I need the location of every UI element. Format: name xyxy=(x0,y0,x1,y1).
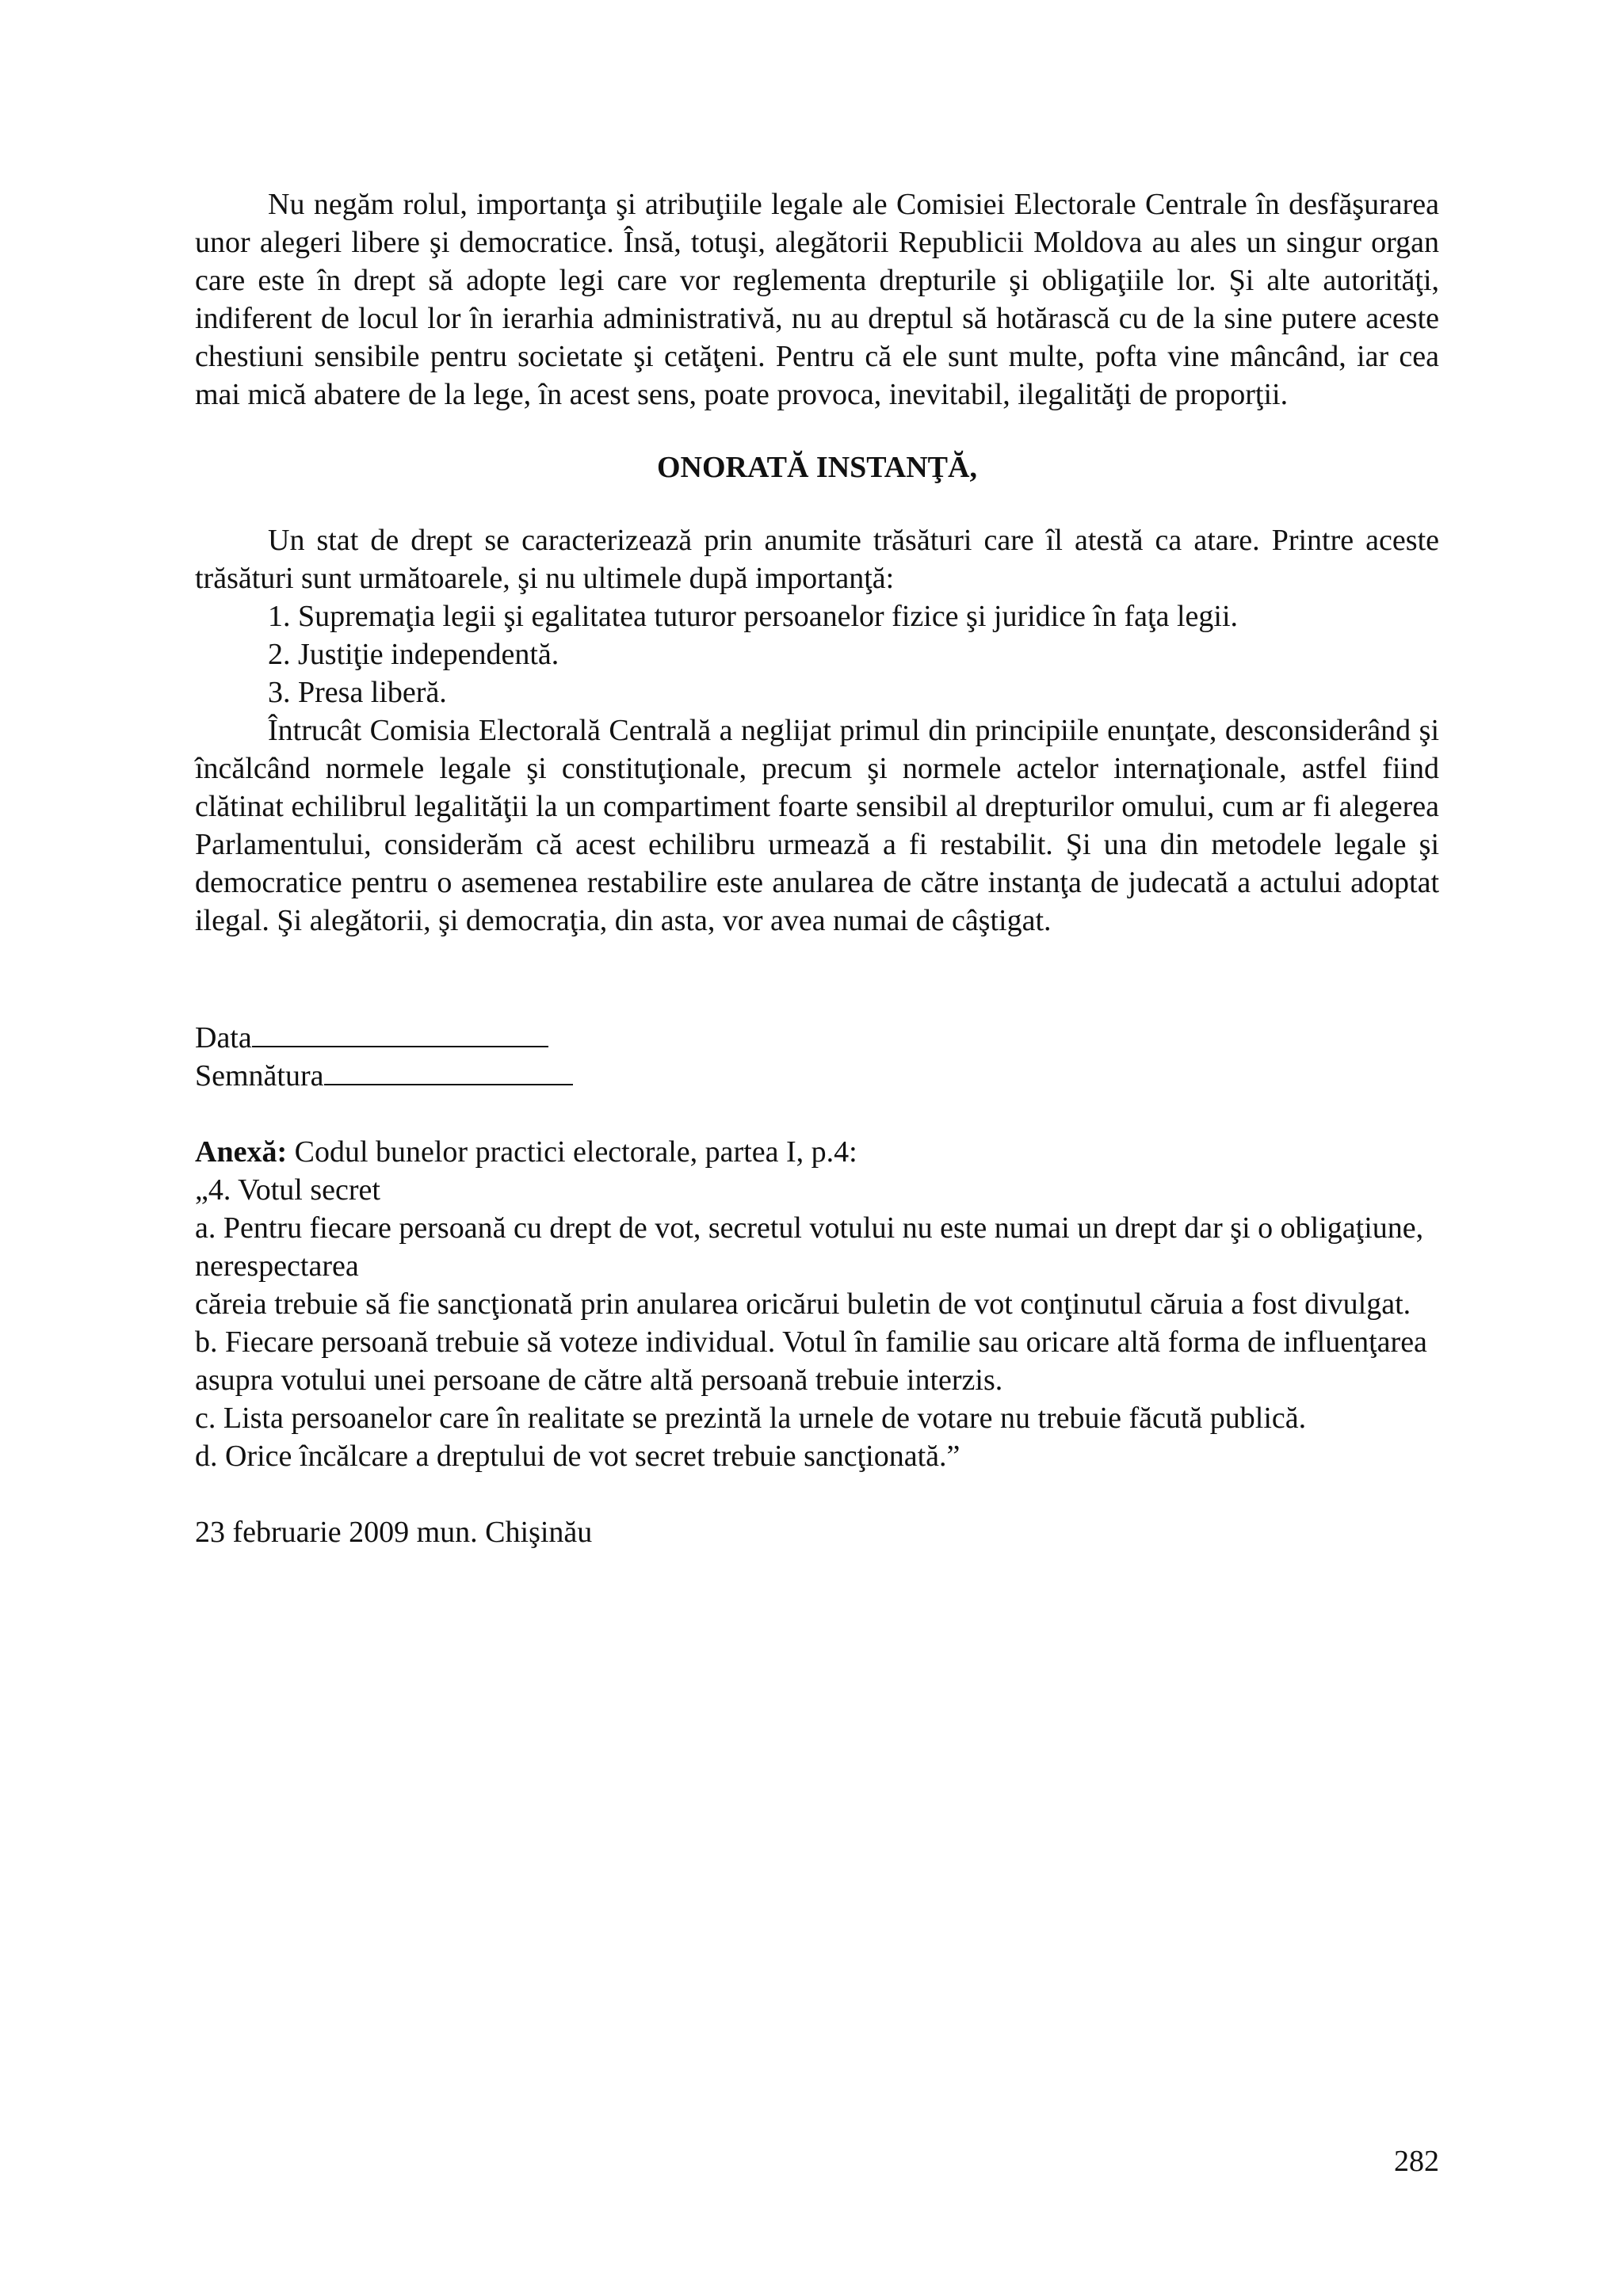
annex-title-line xyxy=(195,1133,1439,1171)
annex-line: c. Lista persoanelor care în realitate se prezintă la urnele de votare nu trebuie făcută publică. xyxy=(195,1402,1307,1435)
page-number: 282 xyxy=(1394,2145,1439,2178)
annex-line: d. Orice încălcare a dreptului de vot secret trebuie sancţionată.” xyxy=(195,1440,960,1473)
signature-block xyxy=(195,1019,1439,1095)
annex-line: b. Fiecare persoană trebuie să voteze individual. Votul în familie sau oricare altă forma de influenţarea asupra votului unei persoane de către altă persoană trebuie interzis. xyxy=(195,1325,1427,1397)
annex-title: Codul bunelor practici electorale, partea I, p.4: xyxy=(287,1135,857,1169)
principle-item: 3. Presa liberă. xyxy=(268,676,447,709)
signature-label: Semnătura xyxy=(195,1059,324,1093)
annex-line: „4. Votul secret xyxy=(195,1173,380,1207)
section-heading: ONORATĂ INSTANŢĂ, xyxy=(657,451,977,484)
principle-item: 2. Justiţie independentă. xyxy=(268,638,559,671)
state-paragraph: Un stat de drept se caracterizează prin anumite trăsături care îl atestă ca atare. Printre aceste trăsături sunt următoarele, şi nu ultimele după importanţă: xyxy=(195,524,1439,595)
annex-section xyxy=(195,1133,1439,1475)
date-place: 23 februarie 2009 mun. Chişinău xyxy=(195,1516,593,1549)
annex-label: Anexă: xyxy=(195,1135,288,1169)
conclusion-paragraph: Întrucât Comisia Electorală Centrală a neglijat primul din principiile enunţate, desconsiderând şi încălcând normele legale şi constituţionale, precum şi normele actelor internaţionale, astfel fiind clătinat echilibrul legalităţii la un compartiment foarte sensibil al drepturilor omului, cum ar fi alegerea Parlamentului, considerăm că acest echilibru urmează a fi restabilit. Şi una din metodele legale şi democratice pentru o asemenea restabilire este anularea de către instanţa de judecată a actului adoptat ilegal. Şi alegătorii, şi democraţia, din asta, vor avea numai de câştigat. xyxy=(195,714,1439,937)
principle-item: 1. Supremaţia legii şi egalitatea tuturor persoanelor fizice şi juridice în faţa legii. xyxy=(268,600,1238,633)
annex-line: a. Pentru fiecare persoană cu drept de vot, secretul votului nu este numai un drept dar şi o obligaţiune, nerespectarea xyxy=(195,1211,1424,1283)
date-label: Data xyxy=(195,1021,252,1055)
signature-blank-line xyxy=(324,1057,573,1085)
annex-line: căreia trebuie să fie sancţionată prin anularea oricărui buletin de vot conţinutul căruia a fost divulgat. xyxy=(195,1287,1411,1321)
date-field xyxy=(195,1019,1439,1057)
page-content xyxy=(195,185,1439,1551)
date-blank-line xyxy=(252,1019,548,1047)
signature-field xyxy=(195,1057,1439,1095)
intro-paragraph: Nu negăm rolul, importanţa şi atribuţiile legale ale Comisiei Electorale Centrale în desfăşurarea unor alegeri libere şi democratice. Însă, totuşi, alegătorii Republicii Moldova au ales un singur organ care este în drept să adopte legi care vor reglementa drepturile şi obligaţiile lor. Şi alte autorităţi, indiferent de locul lor în ierarhia administrativă, nu au dreptul să hotărască cu de la sine putere aceste chestiuni sensibile pentru societate şi cetăţeni. Pentru că ele sunt multe, pofta vine mâncând, iar cea mai mică abatere de la lege, în acest sens, poate provoca, inevitabil, ilegalităţi de proporţii. xyxy=(195,188,1439,411)
